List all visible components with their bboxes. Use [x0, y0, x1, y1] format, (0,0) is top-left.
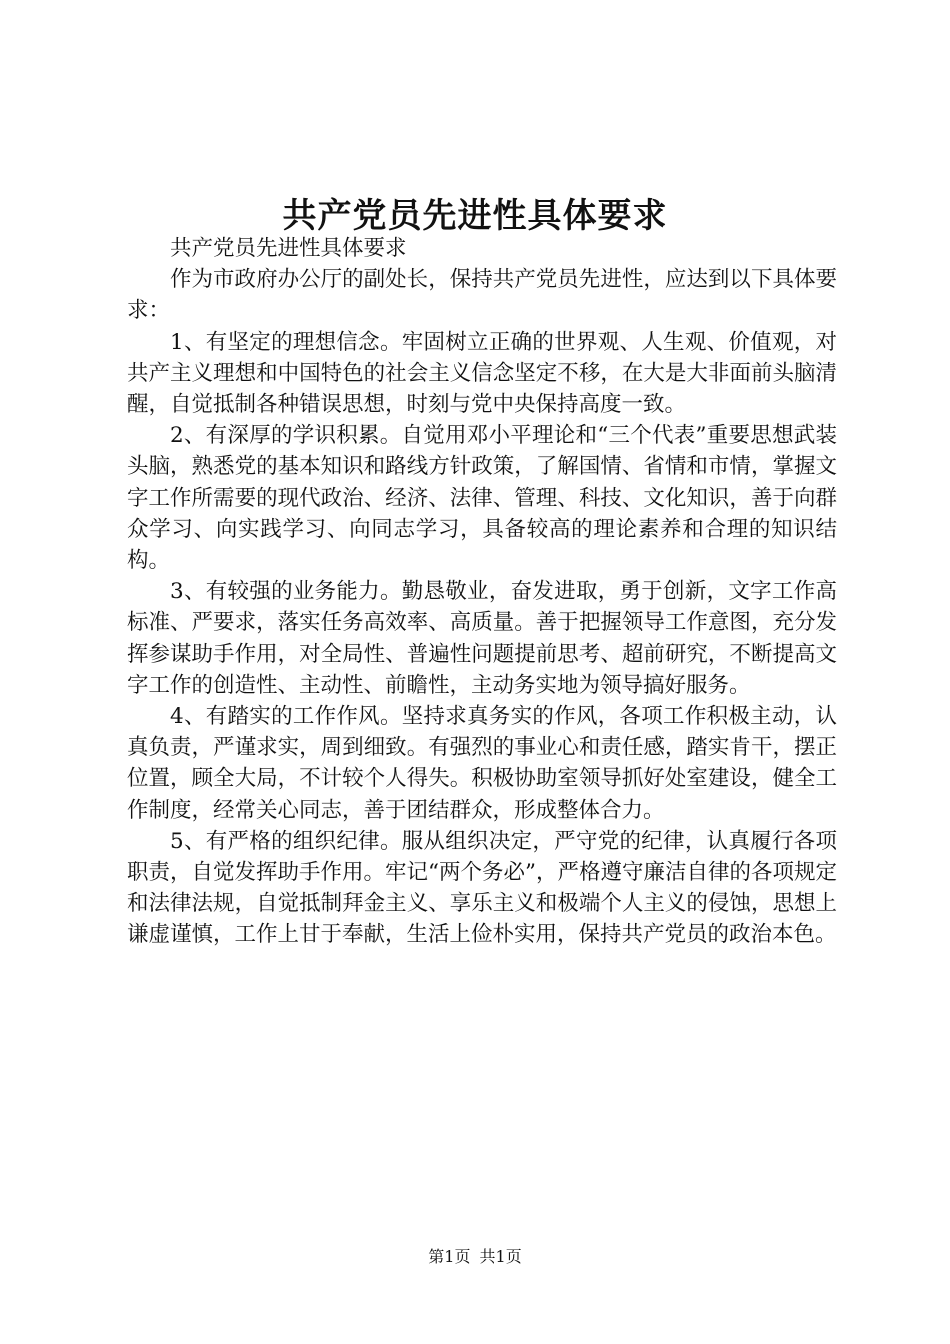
page-footer	[0, 1244, 950, 1267]
paragraph-item-5: 5、有严格的组织纪律。服从组织决定，严守党的纪律，认真履行各项职责，自觉发挥助手作用。牢记“两个务必”，严格遵守廉洁自律的各项规定和法律法规，自觉抵制拜金主义、享乐主义和极端个人主义的侵蚀，思想上谦虚谨慎，工作上甘于奉献，生活上俭朴实用，保持共产党员的政治本色。	[127, 828, 837, 948]
page-total-label: 共1页	[479, 1247, 522, 1266]
paragraph-subtitle: 共产党员先进性具体要求	[170, 236, 407, 261]
paragraph-item-4: 4、有踏实的工作作风。坚持求真务实的作风，各项工作积极主动，认真负责，严谨求实，周到细致。有强烈的事业心和责任感，踏实肯干，摆正位置，顾全大局，不计较个人得失。积极协助室领导抓好处室建设，健全工作制度，经常关心同志，善于团结群众，形成整体合力。	[127, 704, 837, 823]
paragraph-item-1: 1、有坚定的理想信念。牢固树立正确的世界观、人生观、价值观，对共产主义理想和中国特色的社会主义信念坚定不移，在大是大非面前头脑清醒，自觉抵制各种错误思想，时刻与党中央保持高度一致。	[127, 329, 837, 418]
paragraph-item-3: 3、有较强的业务能力。勤恳敬业，奋发进取，勇于创新，文字工作高标准、严要求，落实任务高效率、高质量。善于把握领导工作意图，充分发挥参谋助手作用，对全局性、普遍性问题提前思考、超前研究，不断提高文字工作的创造性、主动性、前瞻性，主动务实地为领导搞好服务。	[127, 579, 837, 698]
paragraph-item-2: 2、有深厚的学识积累。自觉用邓小平理论和“三个代表”重要思想武装头脑，熟悉党的基本知识和路线方针政策，了解国情、省情和市情，掌握文字工作所需要的现代政治、经济、法律、管理、科技、文化知识，善于向群众学习、向实践学习、向同志学习，具备较高的理论素养和合理的知识结构。	[127, 423, 837, 574]
document-title: 共产党员先进性具体要求	[282, 196, 668, 236]
document-body	[127, 233, 837, 951]
page-number-label: 第1页	[428, 1247, 471, 1266]
paragraph-intro: 作为市政府办公厅的副处长，保持共产党员先进性，应达到以下具体要求：	[127, 267, 837, 324]
